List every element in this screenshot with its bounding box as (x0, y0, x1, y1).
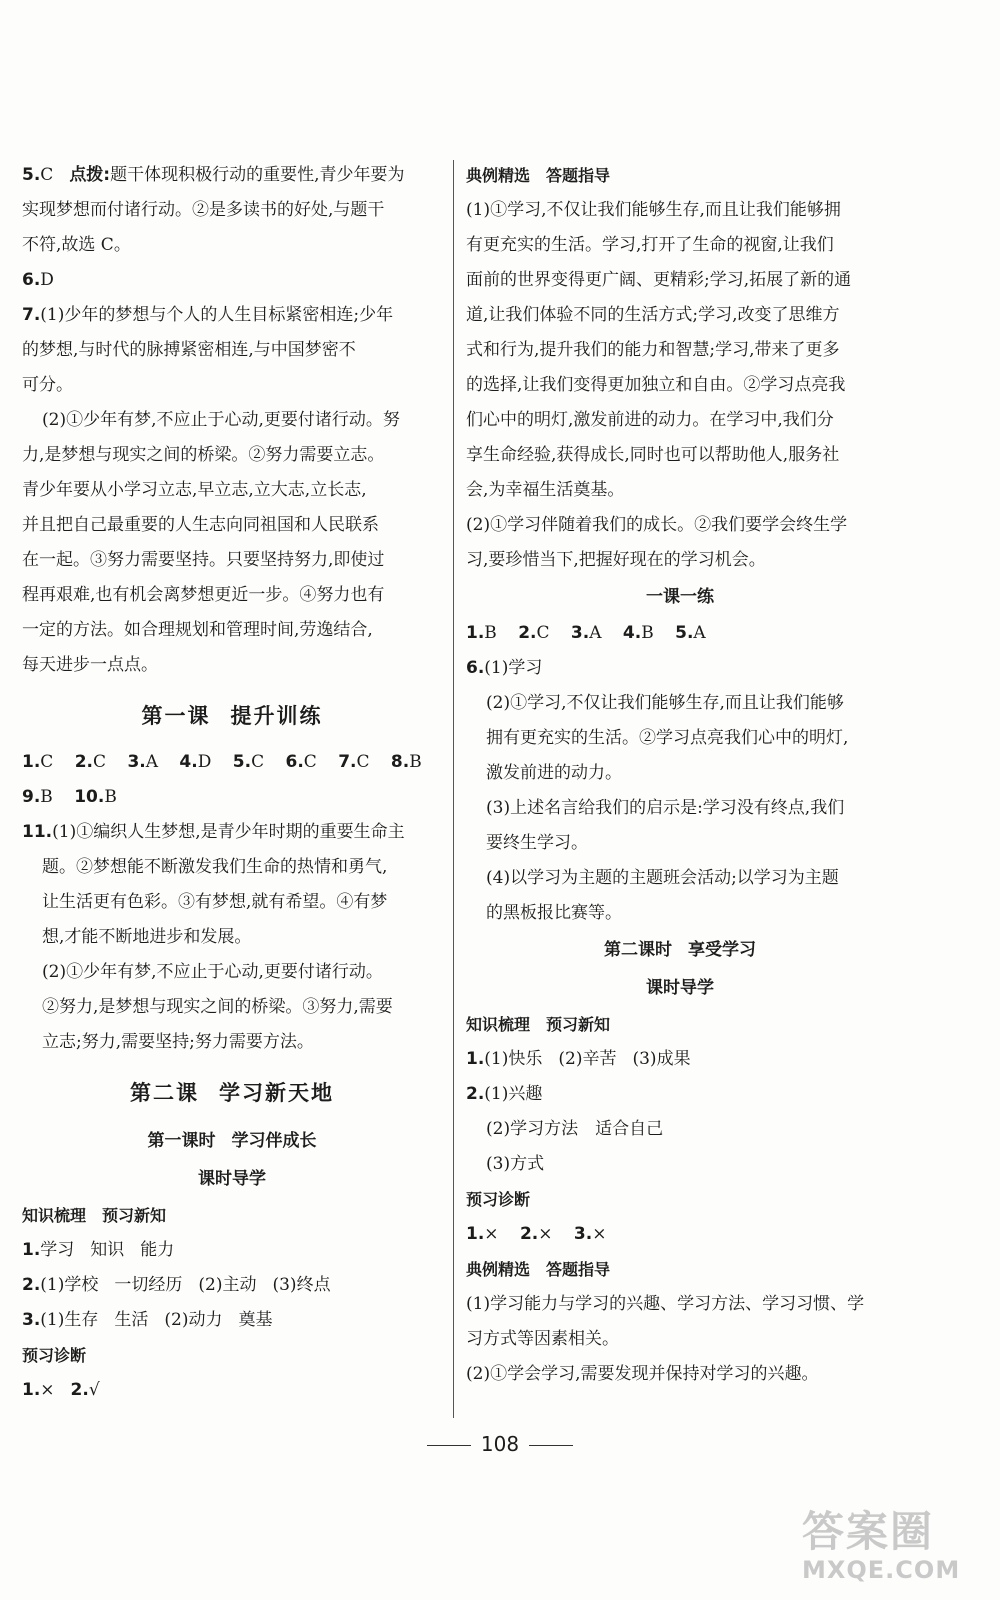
text-line: 并且把自己最重要的人生志向同祖国和人民联系 (22, 515, 379, 535)
text-line: 习方式等因素相关。 (466, 1329, 619, 1349)
section-label: 预习诊断 (466, 1190, 531, 1209)
question-5: 5.C 点拨:题干体现积极行动的重要性,青少年要为 (22, 165, 405, 185)
section-label: 典例精选 答题指导 (466, 1260, 611, 1279)
lesson-heading: 第二课 学习新天地 (130, 1080, 334, 1105)
text-line: (3)上述名言给我们的启示是:学习没有终点,我们 (486, 798, 845, 818)
text-line: 激发前进的动力。 (486, 763, 622, 783)
text-line: (2)①学习,不仅让我们能够生存,而且让我们能够 (486, 693, 844, 713)
text-line: 面前的世界变得更广阔、更精彩;学习,拓展了新的通 (466, 270, 852, 290)
question-6: 6.(1)学习 (466, 658, 543, 678)
question-11: 11.(1)①编织人生梦想,是青少年时期的重要生命主 (22, 822, 405, 842)
text-line: 的选择,让我们变得更加独立和自由。②学习点亮我 (466, 375, 846, 395)
text-line: 一定的方法。如合理规划和管理时间,劳逸结合, (22, 620, 373, 640)
diagnosis-answers: 1.× 2.× 3.× (466, 1224, 607, 1244)
text-line: 会,为幸福生活奠基。 (466, 480, 625, 500)
text-line: 让生活更有色彩。③有梦想,就有希望。④有梦 (42, 892, 388, 912)
knowledge-item: 3.(1)生存 生活 (2)动力 奠基 (22, 1310, 273, 1330)
watermark-logo: 答案圈 MXQE.COM (802, 1507, 961, 1584)
text-line: 不符,故选 C。 (22, 235, 131, 255)
knowledge-item: 1.学习 知识 能力 (22, 1240, 175, 1260)
text-line: 力,是梦想与现实之间的桥梁。②努力需要立志。 (22, 445, 385, 465)
text-line: (3)方式 (486, 1154, 545, 1174)
answer-row: 1.B 2.C 3.A 4.B 5.A (466, 623, 706, 643)
text-line: 想,才能不断地进步和发展。 (42, 927, 252, 947)
question-7: 7.(1)少年的梦想与个人的人生目标紧密相连;少年 (22, 305, 394, 325)
section-label: 知识梳理 预习新知 (22, 1206, 167, 1225)
text-line: (2)①少年有梦,不应止于心动,更要付诸行动。努 (42, 410, 400, 430)
page-number: 108 (0, 1432, 1000, 1456)
answer-row: 1.C 2.C 3.A 4.D 5.C 6.C 7.C 8.B (22, 752, 422, 772)
text-line: 要终生学习。 (486, 833, 588, 853)
text-line: 的黑板报比赛等。 (486, 903, 622, 923)
section-label: 知识梳理 预习新知 (466, 1015, 611, 1034)
text-line: 们心中的明灯,激发前进的动力。在学习中,我们分 (466, 410, 834, 430)
knowledge-item: 2.(1)学校 一切经历 (2)主动 (3)终点 (22, 1275, 331, 1295)
text-line: 题。②梦想能不断激发我们生命的热情和勇气, (42, 857, 388, 877)
text-line: 习,要珍惜当下,把握好现在的学习机会。 (466, 550, 766, 570)
text-line: 程再艰难,也有机会离梦想更近一步。④努力也有 (22, 585, 385, 605)
knowledge-item: 2.(1)兴趣 (466, 1084, 543, 1104)
text-line: (2)学习方法 适合自己 (486, 1119, 664, 1139)
text-line: 在一起。③努力需要坚持。只要坚持努力,即使过 (22, 550, 385, 570)
diagnosis-answers: 1.× 2.√ (22, 1380, 100, 1400)
column-divider (453, 160, 454, 1418)
text-line: (2)①学习伴随着我们的成长。②我们要学会终生学 (466, 515, 848, 535)
lesson-heading: 第一课 提升训练 (141, 703, 323, 728)
section-label: 预习诊断 (22, 1346, 87, 1365)
text-line: 拥有更充实的生活。②学习点亮我们心中的明灯, (486, 728, 849, 748)
answer-row: 9.B 10.B (22, 787, 117, 807)
right-column (466, 158, 894, 1392)
text-line: 每天进步一点点。 (22, 655, 158, 675)
text-line: 立志;努力,需要坚持;努力需要方法。 (42, 1032, 314, 1052)
practice-heading: 一课一练 (646, 587, 714, 607)
text-line: 道,让我们体验不同的生活方式;学习,改变了思维方 (466, 305, 840, 325)
text-line: 实现梦想而付诸行动。②是多读书的好处,与题干 (22, 200, 385, 220)
text-line: (1)①学习,不仅让我们能够生存,而且让我们能够拥 (466, 200, 841, 220)
text-line: (4)以学习为主题的主题班会活动;以学习为主题 (486, 868, 839, 888)
text-line: 的梦想,与时代的脉搏紧密相连,与中国梦密不 (22, 340, 356, 360)
text-line: 可分。 (22, 375, 73, 395)
text-line: (2)①少年有梦,不应止于心动,更要付诸行动。 (42, 962, 383, 982)
knowledge-item: 1.(1)快乐 (2)辛苦 (3)成果 (466, 1049, 691, 1069)
section-label: 典例精选 答题指导 (466, 166, 611, 185)
text-line: 式和行为,提升我们的能力和智慧;学习,带来了更多 (466, 340, 840, 360)
subsection-heading: 第二课时 享受学习 (604, 940, 756, 960)
text-line: ②努力,是梦想与现实之间的桥梁。③努力,需要 (42, 997, 393, 1017)
question-6: 6.D (22, 270, 54, 290)
text-line: 享生命经验,获得成长,同时也可以帮助他人,服务社 (466, 445, 840, 465)
text-line: 青少年要从小学习立志,早立志,立大志,立长志, (22, 480, 367, 500)
text-line: 有更充实的生活。学习,打开了生命的视窗,让我们 (466, 235, 834, 255)
left-column (22, 158, 442, 1408)
guide-heading: 课时导学 (646, 978, 714, 998)
guide-heading: 课时导学 (198, 1169, 266, 1189)
text-line: (1)学习能力与学习的兴趣、学习方法、学习习惯、学 (466, 1294, 865, 1314)
subsection-heading: 第一课时 学习伴成长 (147, 1131, 317, 1151)
text-line: (2)①学会学习,需要发现并保持对学习的兴趣。 (466, 1364, 819, 1384)
